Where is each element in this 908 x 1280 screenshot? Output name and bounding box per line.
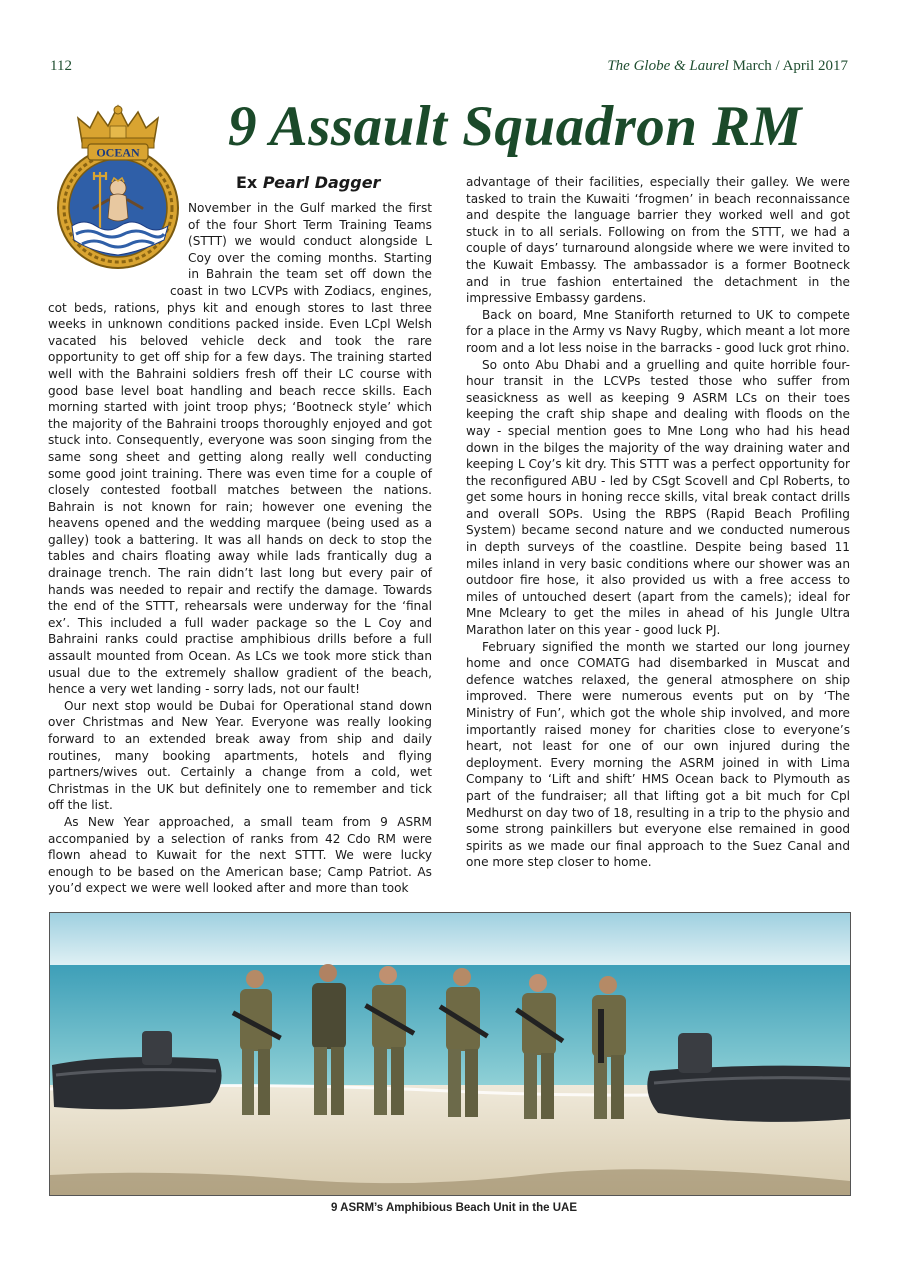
right-paragraph-3: So onto Abu Dhabi and a gruelling and quite horrible four-hour transit in the LCVPs tested those who suffer from seasickness as well as keeping 9 ASRM LCs on their toes keeping the craft ship shape and dealing with floods on the way - special mention goes to Mne Long who had his head down in the bilges the majority of the way draining water and keeping L Coy’s kit dry. This STTT was a perfect opportunity for the reconfigured ABU - led by CSgt Scovell and Cpl Roberts, to get some hours in honing recce skills, vital break contact drills and overall SOPs. Using the RBPS (Rapid Beach Profiling System) became second nature and we conducted numerous in depth surveys of the coastline. Despite being based 11 miles inland in very basic conditions where our shower was an outdoor fire hose, it also provided us with a free access to miles of untouched desert (apart from the camels); ideal for Mne Mcleary to get the miles in ahead of his Jungle Ultra Marathon later on this year - good luck PJ. bbox=[466, 357, 850, 638]
right-paragraph-2: Back on board, Mne Staniforth returned to UK to compete for a place in the Army vs Navy Rugby, which meant a lot more room and a lot less noise in the barracks - good luck grot rhino. bbox=[466, 307, 851, 355]
left-paragraph-1: November in the Gulf marked the first of the four Short Term Training Teams (STTT) we would conduct alongside L Coy over the coming months. Starting in Bahrain the team set off down the coast in two LCVPs with Zodiacs, engines, cot beds, rations, phys kit and enough stores to last three weeks in unknown conditions packed inside. Even LCpl Welsh vacated his beloved vehicle deck and took the rare opportunity to get off ship for a few days. The training started well with the Bahraini soldiers fresh off their LC course with good base level boat handling and beach recce skills. Each morning started with joint troop phys; ‘Bootneck style’ which the majority of the Bahraini troops thoroughly enjoyed and got stuck into. Consequently, everyone was soon singing from the same song sheet and getting along really well conducting some good joint training. There was even time for a couple of closely contested football matches between the nations. Bahrain is not known for rain; however one evening the heavens opened and the wedding marquee (being used as a galley) took a battering. It was all hands on deck to stop the tables and chairs floating away while lads frantically dug a drainage trench. The rain didn’t last long but every pair of hands was needed to repair and rectify the damage. Towards the end of the STTT, rehearsals were underway for the ‘final ex’. This included a full wader package so the L Coy and Bahraini ranks could practise amphibious drills before a full assault mounted from Ocean. As LCs we took more stick than usual due to the extremely shallow gradient of the beach, hence a very wet landing - sorry lads, not our fault! bbox=[48, 201, 432, 697]
right-column bbox=[466, 174, 850, 871]
right-paragraph-4: February signified the month we started our long journey home and once COMATG had disembarked in Muscat and defence watches relaxed, the general atmosphere on ship improved. There were numerous events put on by ‘The Ministry of Fun’, which got the whole ship involved, and more importantly raised money for charities close to everyone’s heart, not least for one of our own injured during the deployment. Every morning the ASRM joined in with Lima Company to ‘Lift and shift’ HMS Ocean back to Plymouth as part of the fundraiser; all that lifting got a bit much for Cpl Medhurst on day two of 18, resulting in a trip to the physio and some strong painkillers but everyone else remained in good spirits as we made our final approach to the Suez Canal and one more step closer to home. bbox=[466, 639, 850, 870]
masthead bbox=[607, 58, 848, 75]
left-paragraph-3: As New Year approached, a small team from 9 ASRM accompanied by a selection of ranks from 42 Cdo RM were flown ahead to Kuwait for the next STTT. We were lucky enough to be based on the American base; Camp Patriot. As you’d expect we were well looked after and more than took bbox=[48, 814, 432, 896]
badge-label: OCEAN bbox=[96, 145, 140, 160]
photo-caption: 9 ASRM’s Amphibious Beach Unit in the UAE bbox=[331, 1202, 577, 1214]
left-column bbox=[48, 172, 432, 897]
subtitle-prefix: Ex bbox=[236, 173, 258, 192]
beach-unit-photo bbox=[49, 912, 851, 1196]
issue-date: March / April 2017 bbox=[732, 58, 848, 74]
badge-wrap-space bbox=[48, 172, 182, 274]
badge-wrap-space-3 bbox=[48, 294, 156, 298]
left-paragraph-2: Our next stop would be Dubai for Operational stand down over Christmas and New Year. Everyone was really looking forward to an extended break away from ship and daily routines, many booking apartments, hotels and flying partners/wives out. Certainly a change from a cold, wet Christmas in the UK but definitely one to remember and tick off the list. bbox=[48, 698, 432, 813]
badge-wrap-space-2 bbox=[48, 274, 166, 294]
crown-icon bbox=[78, 106, 158, 148]
publication-name: The Globe & Laurel bbox=[607, 58, 729, 74]
subtitle-name: Pearl Dagger bbox=[262, 173, 381, 192]
right-paragraph-1: advantage of their facilities, especially their galley. We were tasked to train the Kuwaiti ‘frogmen’ in beach reconnaissance and despite the language barrier they worked well and got stuck in to all serials. Following on from the STTT, we had a couple of days’ turnaround alongside where we were invited to the Kuwait Embassy. The ambassador is a former Bootneck and in true fashion entertained the detachment in the impressive Embassy gardens. bbox=[466, 175, 850, 306]
page-number: 112 bbox=[50, 58, 72, 74]
article-title: 9 Assault Squadron RM bbox=[228, 95, 802, 158]
article-subtitle bbox=[236, 172, 432, 194]
